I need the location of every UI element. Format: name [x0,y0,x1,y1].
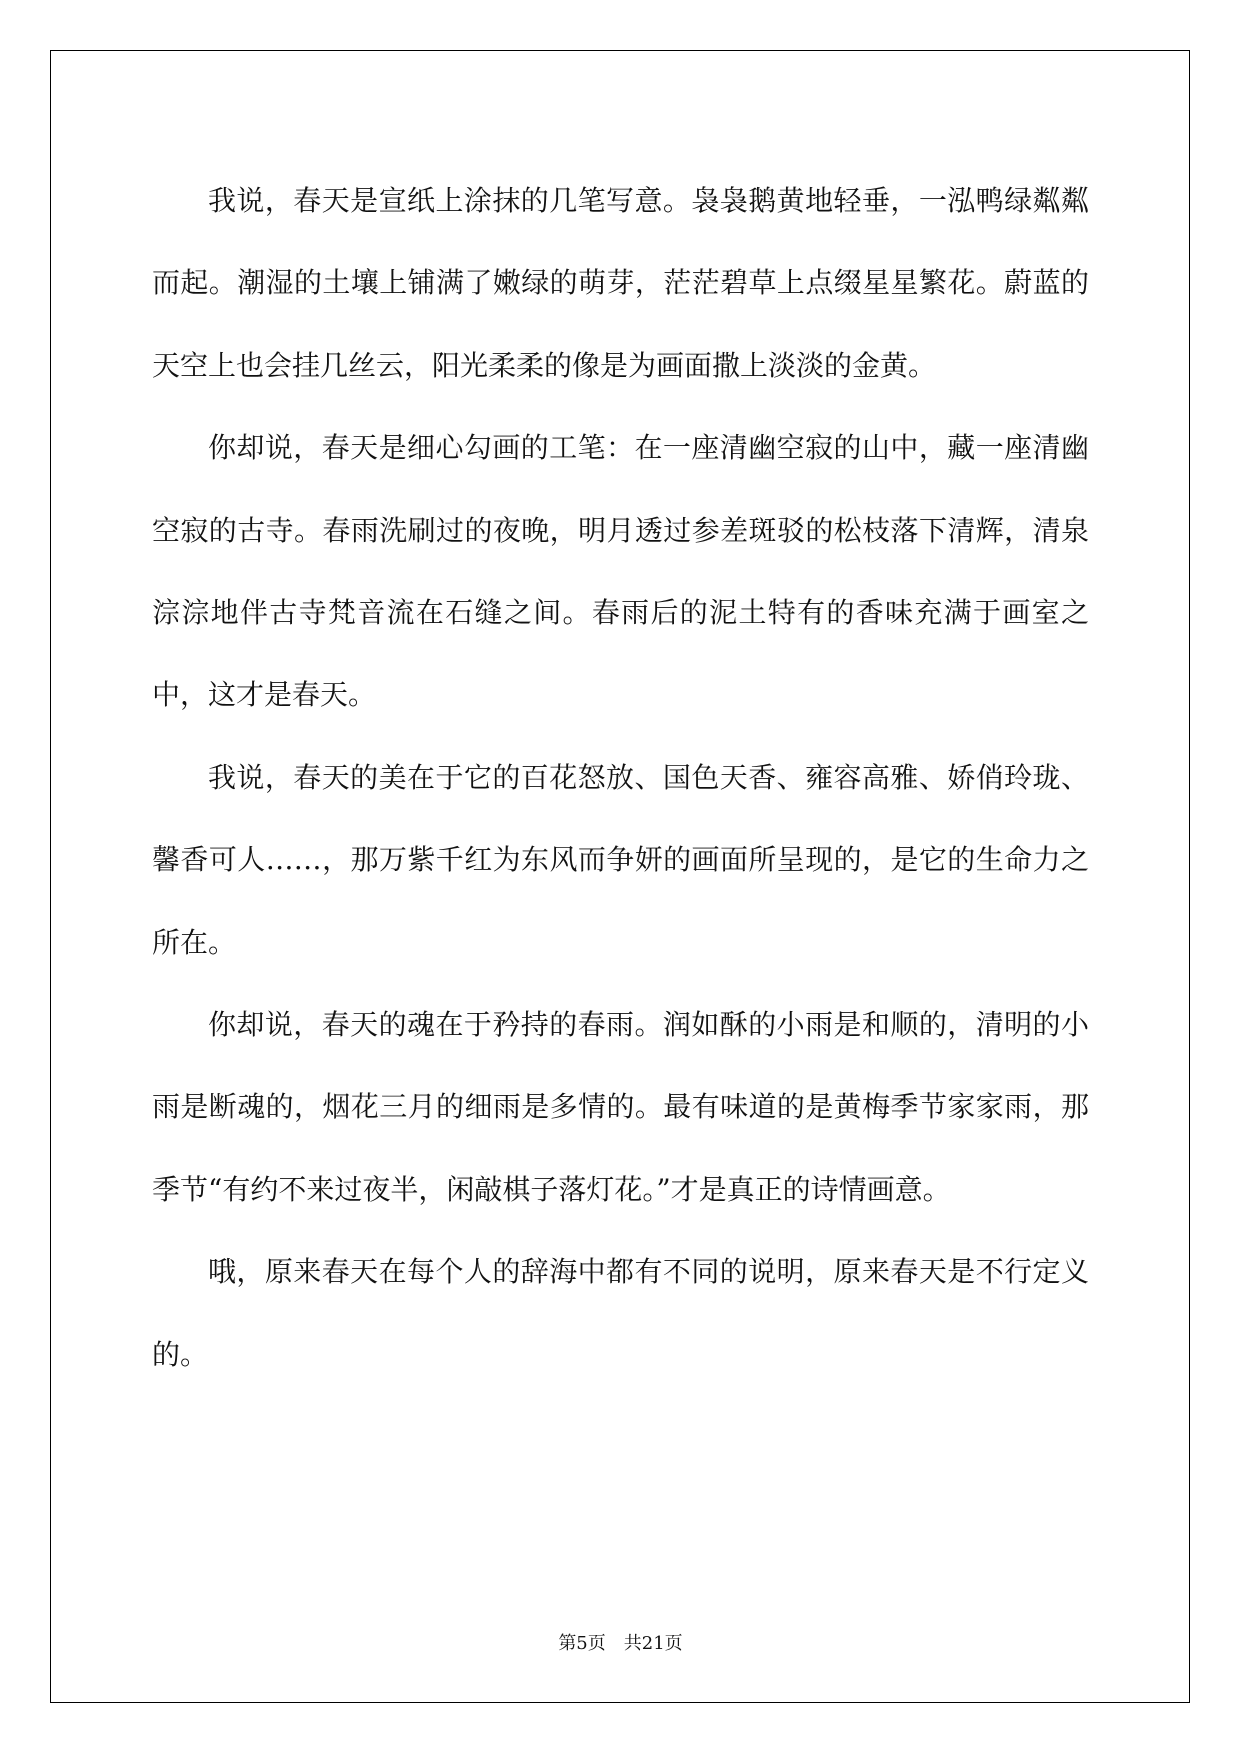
paragraph: 哦，原来春天在每个人的辞海中都有不同的说明，原来春天是不行定义的。 [152,1255,1089,1371]
paragraph: 我说，春天的美在于它的百花怒放、国色天香、雍容高雅、娇俏玲珑、馨香可人……，那万紫千红为东风而争妍的画面所呈现的，是它的生命力之所在。 [152,760,1089,959]
paragraph: 我说，春天是宣纸上涂抹的几笔写意。袅袅鹅黄地轻垂，一泓鸭绿粼粼而起。潮湿的土壤上铺满了嫩绿的萌芽，茫茫碧草上点缀星星繁花。蔚蓝的天空上也会挂几丝云，阳光柔柔的像是为画面撒上淡淡的金黄。 [152,184,1089,382]
page-number: 第5页 [558,1633,606,1654]
page-footer [0,1629,1241,1655]
document-body [152,160,1089,1396]
paragraph: 你却说，春天的魂在于矜持的春雨。润如酥的小雨是和顺的，清明的小雨是断魂的，烟花三月的细雨是多情的。最有味道的是黄梅季节家家雨，那季节“有约不来过夜半，闲敲棋子落灯花。”才是真正的诗情画意。 [152,1008,1089,1206]
paragraph: 你却说，春天是细心勾画的工笔：在一座清幽空寂的山中，藏一座清幽空寂的古寺。春雨洗刷过的夜晚，明月透过参差斑驳的松枝落下清辉，清泉淙淙地伴古寺梵音流在石缝之间。春雨后的泥土特有的香味充满于画室之中，这才是春天。 [152,431,1089,712]
page-total: 共21页 [623,1633,683,1654]
